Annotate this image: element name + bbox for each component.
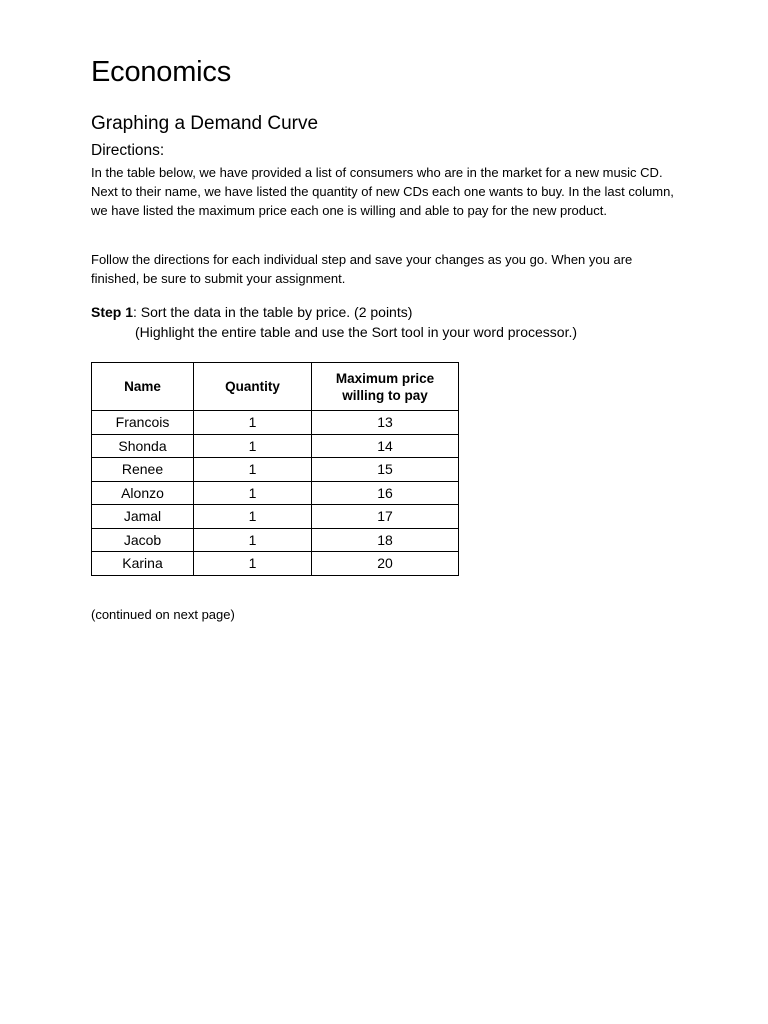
table-row: [92, 434, 459, 458]
page-title: Economics: [91, 56, 232, 88]
continued-note: (continued on next page): [91, 607, 235, 622]
step-1-label: Step 1: [91, 304, 134, 320]
table-header-row: [92, 363, 459, 411]
cell-quantity: 1: [194, 434, 312, 458]
cell-price: 18: [312, 528, 459, 552]
step-1-text: : Sort the data in the table by price. (2 points): [133, 304, 413, 320]
consumer-demand-table: [91, 362, 459, 576]
table-row: [92, 552, 459, 576]
table-row: [92, 411, 459, 435]
cell-name: Renee: [92, 458, 194, 482]
cell-quantity: 1: [194, 528, 312, 552]
table-row: [92, 458, 459, 482]
step-1-hint: (Highlight the entire table and use the Sort tool in your word processor.): [135, 324, 578, 340]
header-quantity: Quantity: [194, 363, 312, 411]
cell-price: 15: [312, 458, 459, 482]
cell-name: Shonda: [92, 434, 194, 458]
header-max-price: [312, 363, 459, 411]
cell-quantity: 1: [194, 411, 312, 435]
cell-quantity: 1: [194, 481, 312, 505]
cell-quantity: 1: [194, 458, 312, 482]
table-row: [92, 528, 459, 552]
cell-price: 16: [312, 481, 459, 505]
cell-price: 20: [312, 552, 459, 576]
cell-price: 17: [312, 505, 459, 529]
follow-directions-paragraph: Follow the directions for each individual step and save your changes as you go. When you are finished, be sure to submit your assignment.: [91, 252, 633, 286]
cell-name: Jacob: [92, 528, 194, 552]
cell-name: Francois: [92, 411, 194, 435]
header-max-price-label: Maximum price willing to pay: [335, 370, 435, 403]
directions-heading: Directions:: [91, 142, 165, 159]
cell-name: Alonzo: [92, 481, 194, 505]
header-name: Name: [92, 363, 194, 411]
step-1-instruction: [91, 303, 412, 323]
intro-paragraph: In the table below, we have provided a list of consumers who are in the market for a new music CD. Next to their name, we have listed the quantity of new CDs each one wants to buy. In the last column, we have listed the maximum price each one is willing and able to pay for the new product.: [91, 165, 674, 218]
cell-price: 13: [312, 411, 459, 435]
cell-name: Jamal: [92, 505, 194, 529]
table-row: [92, 505, 459, 529]
cell-quantity: 1: [194, 552, 312, 576]
page-subtitle: Graphing a Demand Curve: [91, 113, 319, 134]
cell-name: Karina: [92, 552, 194, 576]
table-row: [92, 481, 459, 505]
cell-price: 14: [312, 434, 459, 458]
cell-quantity: 1: [194, 505, 312, 529]
